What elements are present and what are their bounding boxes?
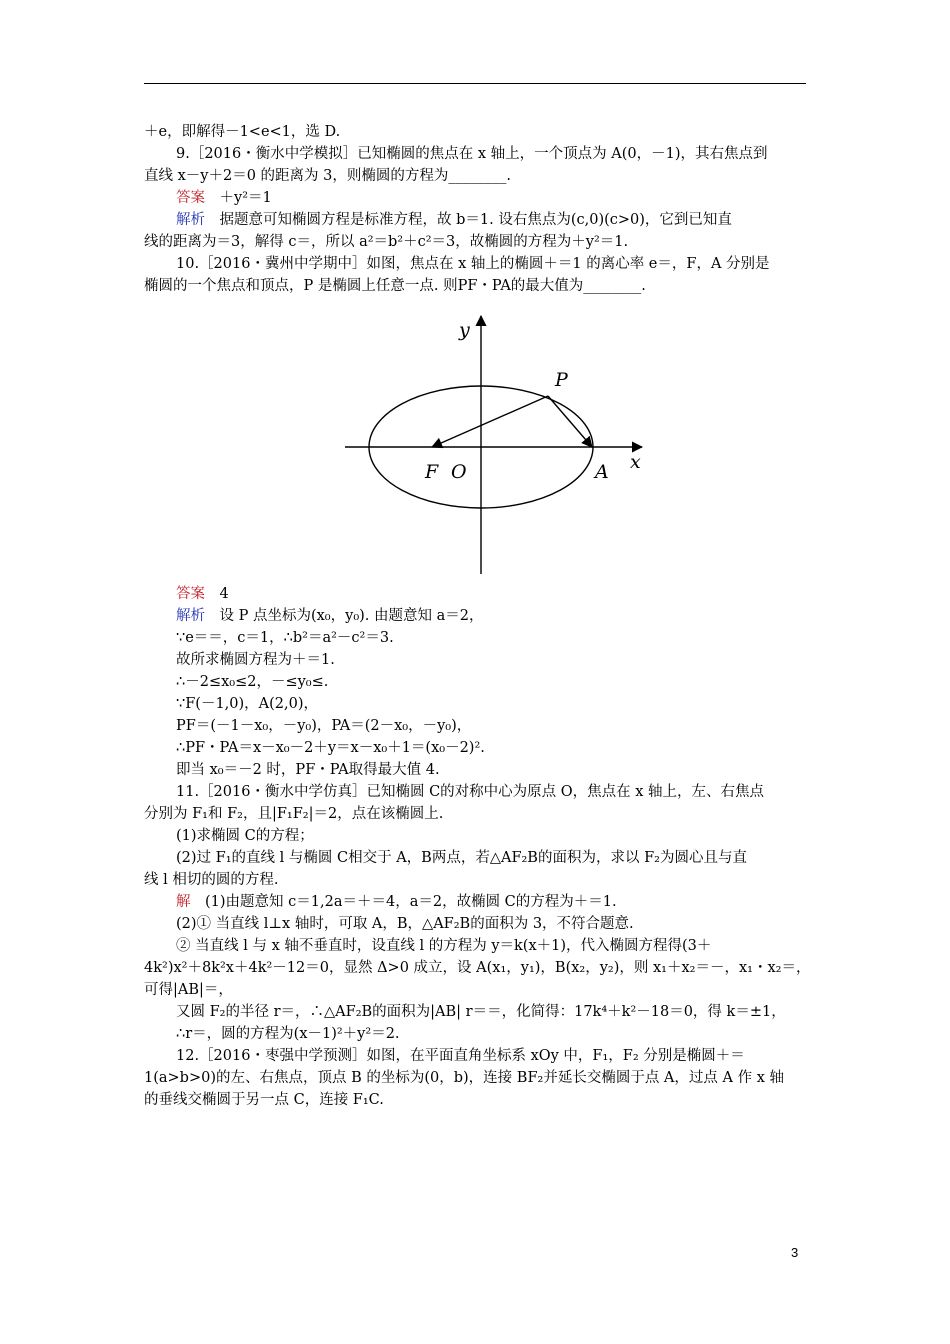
text-line: ＋e，即解得－1<e<1，选 D.	[144, 124, 341, 140]
text-line: 椭圆的一个焦点和顶点，P 是椭圆上任意一点. 则PF・PA的最大值为________.	[144, 278, 646, 294]
page-number: 3	[791, 1245, 799, 1260]
answer-value: 4	[219, 586, 229, 602]
answer-label: 答案	[176, 190, 205, 206]
text-line: 线 l 相切的圆的方程.	[144, 872, 279, 888]
text-line: ∴－2≤x₀≤2，－≤y₀≤.	[176, 674, 329, 690]
header-rule	[144, 83, 806, 84]
text-line: 故所求椭圆方程为＋＝1.	[176, 652, 335, 668]
text-line: 的垂线交椭圆于另一点 C，连接 F₁C.	[144, 1092, 384, 1108]
point-f-label: F	[425, 461, 439, 483]
text-line: PF＝(－1－x₀，－y₀)，PA＝(2－x₀，－y₀)，	[176, 718, 472, 734]
problem-11-line: 11.［2016・衡水中学仿真］已知椭圆 C的对称中心为原点 O，焦点在 x 轴上，左、右焦点	[176, 784, 765, 800]
text-line: ∴r＝，圆的方程为(x－1)²＋y²＝2.	[176, 1026, 400, 1042]
text-line: 1(a>b>0)的左、右焦点，顶点 B 的坐标为(0，b)，连接 BF₂并延长交椭圆于点 A，过点 A 作 x 轴	[144, 1070, 784, 1086]
x-axis-label: x	[630, 451, 641, 473]
solution-text: (1)由题意知 c＝1,2a＝＋＝4，a＝2，故椭圆 C的方程为＋＝1.	[205, 894, 617, 910]
ellipse-figure	[322, 306, 662, 580]
text-line: 分别为 F₁和 F₂，且|F₁F₂|＝2，点在该椭圆上.	[144, 806, 444, 822]
text-line: 可得|AB|＝，	[144, 982, 233, 998]
text-line: 线的距离为＝3，解得 c＝，所以 a²＝b²＋c²＝3，故椭圆的方程为＋y²＝1.	[144, 234, 629, 250]
text-line: (2)① 当直线 l⊥x 轴时，可取 A，B，△AF₂B的面积为 3，不符合题意.	[176, 916, 634, 932]
text-line: (1)求椭圆 C的方程；	[176, 828, 314, 844]
point-p-label: P	[555, 369, 568, 391]
solution-label: 解	[176, 894, 191, 910]
problem-9-line: 9.［2016・衡水中学模拟］已知椭圆的焦点在 x 轴上，一个顶点为 A(0，－1)，其右焦点到	[176, 146, 768, 162]
problem-12-line: 12.［2016・枣强中学预测］如图，在平面直角坐标系 xOy 中，F₁，F₂ 分别是椭圆＋＝	[176, 1048, 745, 1064]
answer-line-9	[176, 187, 272, 209]
ellipse-diagram	[322, 306, 662, 580]
text-line: ② 当直线 l 与 x 轴不垂直时，设直线 l 的方程为 y＝k(x＋1)，代入椭圆方程得(3＋	[176, 938, 712, 954]
text-line: ∴PF・PA＝x－x₀－2＋y＝x－x₀＋1＝(x₀－2)².	[176, 740, 485, 756]
analysis-line-10	[176, 605, 483, 627]
text-line: 4k²)x²＋8k²x＋4k²－12＝0，显然 Δ>0 成立，设 A(x₁，y₁)，B(x₂，y₂)，则 x₁＋x₂＝－，x₁・x₂＝，	[144, 960, 811, 976]
text-line: 即当 x₀＝－2 时，PF・PA取得最大值 4.	[176, 762, 440, 778]
vector-pf	[432, 396, 548, 447]
analysis-text: 设 P 点坐标为(x₀，y₀). 由题意知 a＝2，	[219, 608, 484, 624]
analysis-label: 解析	[176, 212, 205, 228]
analysis-line-9	[176, 209, 732, 231]
analysis-text: 据题意可知椭圆方程是标准方程，故 b＝1. 设右焦点为(c,0)(c>0)，它到已知直	[219, 212, 732, 228]
text-line: ∵F(－1,0)，A(2,0)，	[176, 696, 319, 712]
text-line: 直线 x－y＋2＝0 的距离为 3，则椭圆的方程为________.	[144, 168, 511, 184]
solution-line-11	[176, 891, 617, 913]
answer-label: 答案	[176, 586, 205, 602]
point-a-label: A	[595, 461, 609, 483]
problem-10-line: 10.［2016・冀州中学期中］如图，焦点在 x 轴上的椭圆＋＝1 的离心率 e＝，F，A 分别是	[176, 256, 770, 272]
answer-line-10	[176, 583, 229, 605]
text-line: ∵e＝＝，c＝1，∴b²＝a²－c²＝3.	[176, 630, 394, 646]
y-axis-label: y	[459, 319, 470, 341]
origin-o-label: O	[451, 461, 467, 483]
text-line: 又圆 F₂的半径 r＝，∴△AF₂B的面积为|AB| r＝＝，化简得：17k⁴＋k²－18＝0，得 k＝±1，	[176, 1004, 786, 1020]
analysis-label: 解析	[176, 608, 205, 624]
text-line: (2)过 F₁的直线 l 与椭圆 C相交于 A，B两点，若△AF₂B的面积为，求以 F₂为圆心且与直	[176, 850, 747, 866]
answer-value: ＋y²＝1	[219, 190, 272, 206]
vector-pa	[548, 396, 592, 447]
